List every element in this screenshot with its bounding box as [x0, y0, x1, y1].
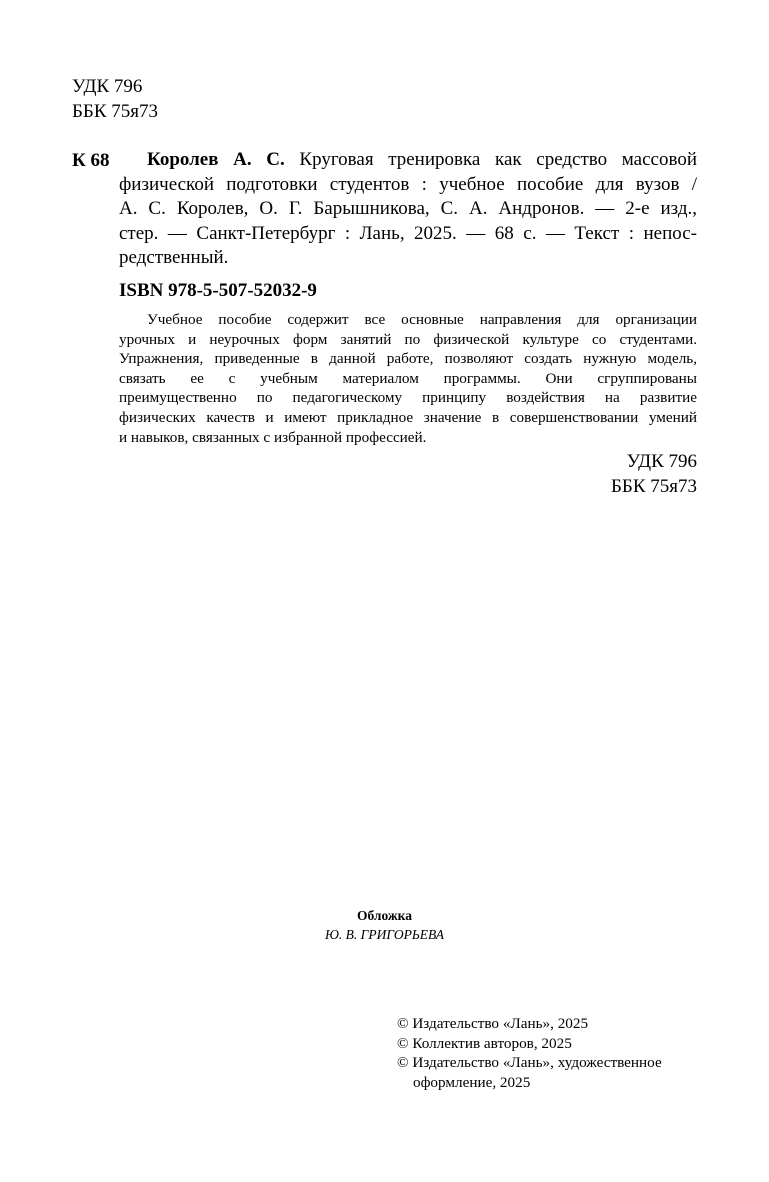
copyright-block: [397, 1014, 662, 1092]
annotation-line: и навыков, связанных с избранной профессией.: [119, 428, 427, 446]
udk-code: УДК 796: [626, 451, 697, 472]
classification-top: [72, 74, 158, 124]
annotation-line: Упражнения, приведенные в данной работе, позволяют создать нужную модель,: [119, 350, 697, 368]
cover-title: Обложка: [356, 908, 412, 923]
biblio-line: стер. — Санкт-Петербург : Лань, 2025. — 68 с. — Текст : непос-: [119, 222, 697, 244]
annotation-line: преимущественно по педагогическому принципу воздействия на развитие: [119, 389, 697, 407]
biblio-title: Круговая тренировка как средство массовой: [284, 149, 697, 170]
bbk-code: ББК 75я73: [611, 476, 697, 497]
cover-author: Ю. В. ГРИГОРЬЕВА: [324, 927, 445, 942]
biblio-line: А. С. Королев, О. Г. Барышникова, С. А. Андронов. — 2-е изд.,: [119, 198, 697, 219]
classification-bottom: [611, 449, 697, 499]
annotation: [119, 310, 697, 447]
biblio-line: [147, 148, 697, 173]
isbn: ISBN 978-5-507-52032-9: [119, 280, 317, 301]
bbk-code: ББК 75я73: [72, 101, 158, 122]
cover-credit-author: [0, 926, 769, 944]
cover-credit-title: [0, 907, 769, 925]
biblio-line: редственный.: [119, 247, 229, 268]
annotation-line: физических качеств и имеют прикладное значение в совершенствовании умений: [119, 408, 697, 426]
annotation-line: Учебное пособие содержит все основные направления для организации: [147, 311, 697, 328]
author-mark: К 68: [72, 150, 110, 171]
udk-code: УДК 796: [72, 76, 143, 97]
bibliographic-record: [119, 148, 697, 271]
copyright-line: © Издательство «Лань», художественное: [397, 1054, 662, 1072]
author-name: Королев А. С.: [147, 149, 285, 170]
annotation-line: связать ее с учебным материалом программы. Они сгруппированы: [119, 369, 697, 387]
copyright-line: © Издательство «Лань», 2025: [397, 1015, 589, 1032]
copyright-line-continuation: оформление, 2025: [413, 1073, 531, 1091]
copyright-line: © Коллектив авторов, 2025: [397, 1034, 572, 1052]
biblio-line: физической подготовки студентов : учебное пособие для вузов /: [119, 173, 697, 195]
annotation-line: урочных и неурочных форм занятий по физической культуре со студентами.: [119, 330, 697, 348]
